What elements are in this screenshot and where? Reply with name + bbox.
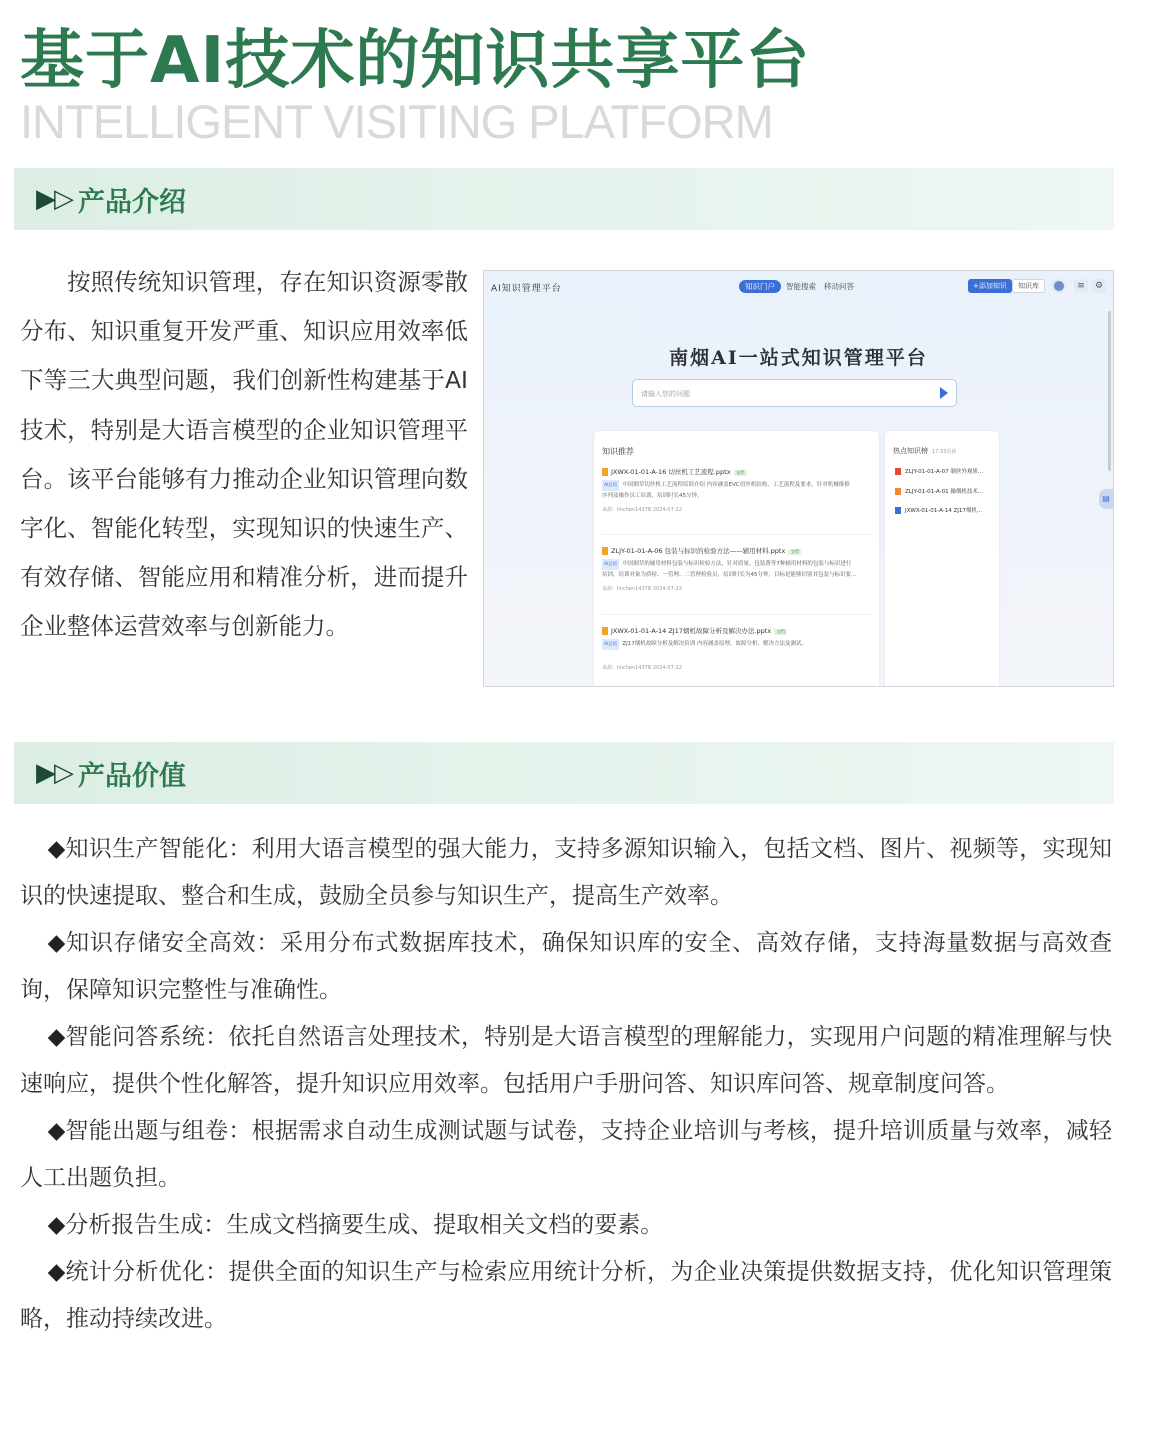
item-filename: JXWX-01-01-A-16 切丝机工艺流程.pptx [611,468,731,476]
list-item[interactable] [602,546,872,592]
item-meta: 来源：linchen1437B 2024-07-22 [602,507,682,513]
screenshot-hero-title: 南烟AI一站式知识管理平台 [669,347,928,369]
page-subtitle: INTELLIGENT VISITING PLATFORM [20,95,773,148]
section-title-value: 产品价值 [78,760,186,792]
item-tag: 文档 [735,471,745,476]
rank-3-icon [895,507,901,514]
hot-item[interactable]: ZLJY-01-01-A-07 制丝外观质... [895,467,983,475]
item-summary-2: 序列及操作员工培训，培训时长45分钟。 [602,493,703,499]
scrollbar[interactable] [1108,311,1111,471]
item-meta: 来源：linchen1437B 2024-07-22 [602,586,682,592]
section-title-intro: 产品介绍 [78,186,186,218]
list-item[interactable] [602,626,872,671]
section-header-intro [14,168,1114,230]
item-tag: 文档 [790,550,800,555]
nav-qa[interactable]: 移动问答 [824,282,854,291]
summary-tag: AI总结 [602,480,619,491]
screenshot-search-input[interactable] [632,379,957,407]
summary-tag: AI总结 [602,559,619,570]
divider [602,614,872,615]
item-meta: 来源：linchen1437B 2024-07-22 [602,665,682,671]
settings-icon[interactable]: ⚙ [1092,279,1106,293]
rank-2-icon [895,488,901,495]
section-arrows-icon: ▶▷ [36,758,72,788]
diamond-bullet-icon: ◆ [47,930,67,956]
value-item: ◆智能问答系统：依托自然语言处理技术，特别是大语言模型的理解能力，实现用户问题的精准理解与快速响应，提供个性化解答，提升知识应用效率。包括用户手册问答、知识库问答、规章制度问答。 [20,1024,1112,1097]
value-list [20,826,1112,1343]
side-panel-icon[interactable]: ▤ [1099,489,1113,509]
avatar[interactable] [1052,279,1066,293]
value-item: ◆知识生产智能化：利用大语言模型的强大能力，支持多源知识输入，包括文档、图片、视频等，实现知识的快速提取、整合和生成，鼓励全员参与知识生产，提高生产效率。 [20,836,1112,909]
diamond-bullet-icon: ◆ [47,1024,66,1050]
hot-card [885,431,999,687]
diamond-bullet-icon: ◆ [47,1118,66,1144]
diamond-bullet-icon: ◆ [47,1259,66,1285]
item-summary: ZJ17烟机故障分析及解决培训 内容涵盖原理、故障分析、解决方法及测试。 [622,641,808,647]
section-header-value [14,742,1114,804]
diamond-bullet-icon: ◆ [47,1212,66,1238]
item-filename: JXWX-01-01-A-14 ZJ17烟机故障分析及解决办法.pptx [611,627,772,635]
value-item: ◆知识存储安全高效：采用分布式数据库技术，确保知识库的安全、高效存储，支持海量数据与高效查询，保障知识完整性与准确性。 [20,930,1112,1003]
item-summary-2: 培训，培训对象为质检、一管理、二管理检验员，培训时长为45分钟，目标是能够识别其包装与标识要... [602,572,857,578]
recommend-card [594,431,879,687]
diamond-bullet-icon: ◆ [47,836,66,862]
rank-1-icon [895,468,901,475]
section-arrows-icon: ▶▷ [36,184,72,214]
screenshot-topbar [484,271,1113,305]
page-title: 基于AI技术的知识共享平台 [20,24,811,98]
item-summary: 中国烟草的辅用材料包装与标识检验方法，针对质量、包装费等7种辅用材料的包装与标识进行 [622,561,852,567]
item-tag: 文档 [776,630,786,635]
value-item: ◆分析报告生成：生成文档摘要生成、提取相关文档的要素。 [47,1212,664,1238]
search-placeholder: 请输入您的问题 [641,390,690,398]
hot-title: 热点知识榜 [893,447,928,455]
nav-search[interactable]: 智能搜索 [786,282,816,291]
value-item: ◆统计分析优化：提供全面的知识生产与检索应用统计分析，为企业决策提供数据支持，优化知识管理策略，推动持续改进。 [20,1259,1112,1332]
ppt-file-icon [602,627,608,635]
value-item: ◆智能出题与组卷：根据需求自动生成测试题与试卷，支持企业培训与考核，提升培训质量与效率，减轻人工出题负担。 [20,1118,1112,1191]
add-knowledge-button[interactable]: +添加知识 [968,279,1012,293]
knowledge-lib-button[interactable]: 知识库 [1012,279,1045,293]
item-filename: ZLJY-01-01-A-06 包装与标识的检验方法——辅用材料.pptx [611,547,786,555]
item-summary: 中国烟草切丝机工艺流程培训介绍 内容涵盖EVC切丝机结构、工艺流程及要求，针对机械维修 [622,482,850,488]
ppt-file-icon [602,547,608,555]
hot-item[interactable]: ZLJY-01-01-A-01 操烟机技术... [895,487,983,495]
recommend-title: 知识推荐 [602,447,634,456]
hot-item[interactable]: JXWX-01-01-A-14 ZJ17烟机... [895,506,982,514]
ppt-file-icon [602,468,608,476]
screenshot-brand: AI知识管理平台 [491,284,562,294]
summary-tag: AI总结 [602,639,619,650]
list-item[interactable] [602,467,872,513]
nav-portal[interactable]: 知识门户 [739,280,781,293]
divider [602,534,872,535]
menu-icon[interactable]: ≡ [1074,279,1088,293]
intro-paragraph: 按照传统知识管理，存在知识资源零散分布、知识重复开发严重、知识应用效率低下等三大典型问题，我们创新性构建基于AI技术，特别是大语言模型的企业知识管理平台。该平台能够有力推动企业知识管理向数字化、智能化转型，实现知识的快速生产、有效存储、智能应用和精准分析，进而提升企业整体运营效率与创新能力。 [20,268,468,641]
platform-screenshot [483,270,1114,687]
send-icon[interactable] [940,387,948,399]
hot-time: 17:33更新 [932,449,957,455]
